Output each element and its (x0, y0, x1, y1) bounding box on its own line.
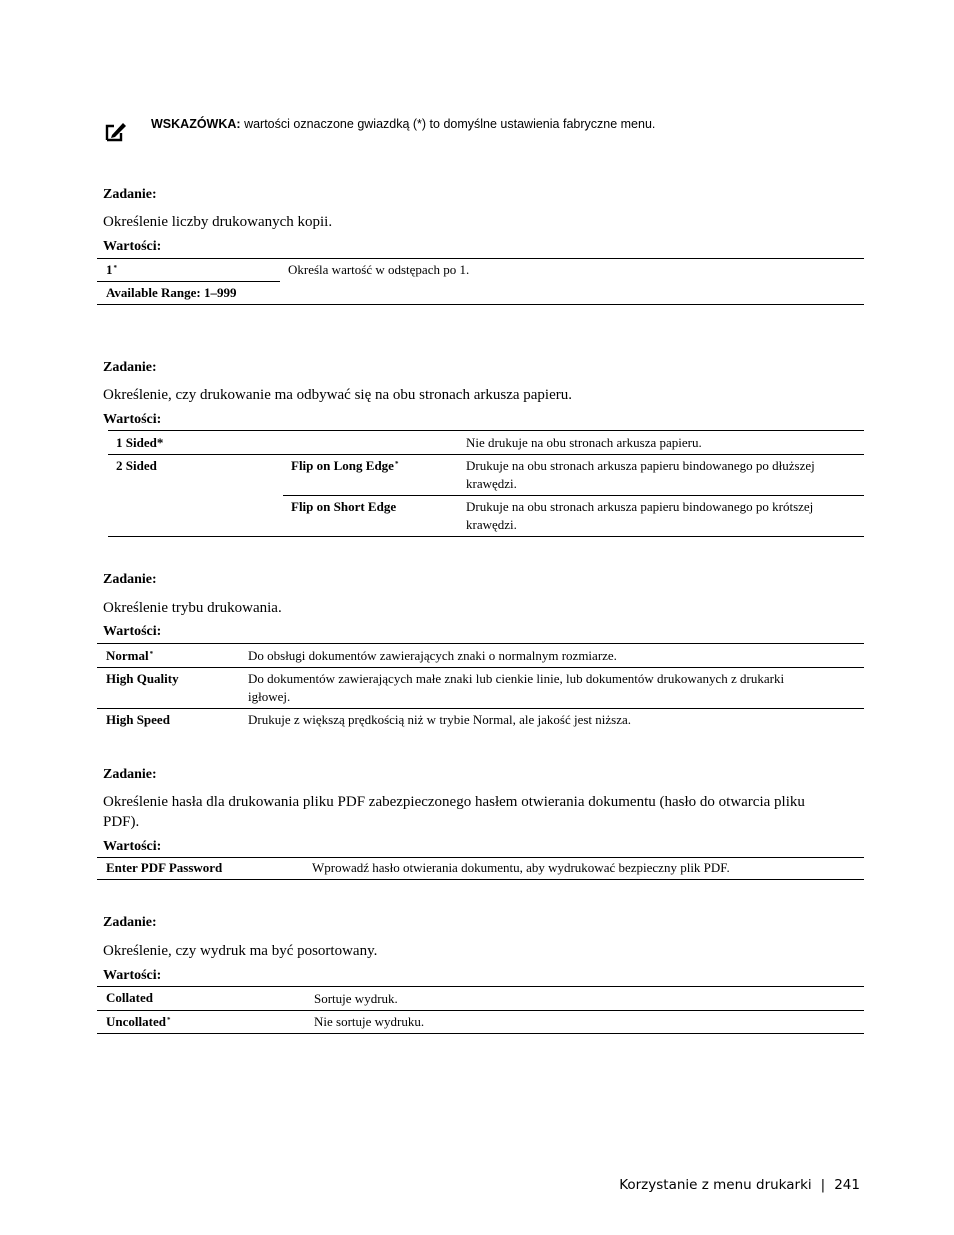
table-row-desc: Nie sortuje wydruku. (314, 1014, 425, 1029)
section-3-description: Określenie trybu drukowania. (103, 600, 282, 616)
table-row-name: Uncollated* (106, 1014, 171, 1029)
section-5-description: Określenie, czy wydruk ma być posortowany. (103, 943, 378, 959)
section-4-values-label: Wartości: (103, 839, 162, 854)
table-row-name: 2 Sided (116, 458, 157, 473)
section-5-heading: Zadanie: (103, 915, 157, 930)
section-1-values-label: Wartości: (103, 239, 162, 254)
footer-separator: | (820, 1177, 826, 1193)
default-marker: * (394, 460, 399, 468)
note-text: wartości oznaczone gwiazdką (*) to domyślne ustawienia fabryczne menu. (244, 117, 656, 131)
table-row-desc: Wprowadź hasło otwierania dokumentu, aby wydrukować bezpieczny plik PDF. (312, 860, 730, 875)
table-row-desc: Określa wartość w odstępach po 1. (288, 262, 470, 277)
section-5-values-label: Wartości: (103, 968, 162, 983)
note-pencil-icon (105, 120, 127, 142)
section-3-heading: Zadanie: (103, 572, 157, 587)
table-row-option: Flip on Short Edge (291, 499, 397, 514)
table-row-desc: Drukuje na obu stronach arkusza papieru bindowanego po dłuższej krawędzi. (466, 458, 815, 491)
section-1-heading: Zadanie: (103, 187, 157, 202)
table-row-desc: Nie drukuje na obu stronach arkusza papieru. (466, 435, 702, 450)
table-row-name: 1* (106, 262, 117, 277)
note (151, 117, 655, 131)
footer-title: Korzystanie z menu drukarki (619, 1177, 812, 1193)
table-row-name: Enter PDF Password (106, 860, 223, 875)
table-row-name: Normal* (106, 648, 154, 663)
table-row-desc: Sortuje wydruk. (314, 991, 398, 1006)
default-marker: * (113, 264, 117, 272)
table-row-name: 1 Sided* (116, 435, 164, 450)
table-row-name: High Speed (106, 712, 170, 727)
table-row-name: High Quality (106, 671, 179, 686)
table-row-desc: Do obsługi dokumentów zawierających znaki o normalnym rozmiarze. (248, 648, 617, 663)
section-3-values-label: Wartości: (103, 624, 162, 639)
default-marker: * (166, 1016, 171, 1024)
page-footer (619, 1177, 860, 1193)
table-row-desc: Drukuje z większą prędkością niż w trybie Normal, ale jakość jest niższa. (248, 712, 631, 727)
section-2-heading: Zadanie: (103, 360, 157, 375)
default-marker: * (149, 650, 154, 658)
page-number: 241 (834, 1177, 860, 1193)
section-1-description: Określenie liczby drukowanych kopii. (103, 214, 333, 230)
section-4-description: Określenie hasła dla drukowania pliku PDF zabezpieczonego hasłem otwierania dokumentu (hasło do otwarcia pliku PDF). (103, 794, 805, 830)
section-2-values-label: Wartości: (103, 412, 162, 427)
note-label: WSKAZÓWKA: (151, 117, 241, 131)
table-row-desc: Do dokumentów zawierających małe znaki lub cienkie linie, lub dokumentów drukowanych z drukarki igłowej. (248, 671, 785, 704)
section-4-heading: Zadanie: (103, 767, 157, 782)
section-2-description: Określenie, czy drukowanie ma odbywać się na obu stronach arkusza papieru. (103, 387, 572, 403)
table-row-option: Flip on Long Edge* (291, 458, 399, 473)
table-row-name: Available Range: 1–999 (106, 285, 237, 300)
table-row-desc: Drukuje na obu stronach arkusza papieru bindowanego po krótszej krawędzi. (466, 499, 814, 532)
table-row-name: Collated (106, 990, 153, 1005)
